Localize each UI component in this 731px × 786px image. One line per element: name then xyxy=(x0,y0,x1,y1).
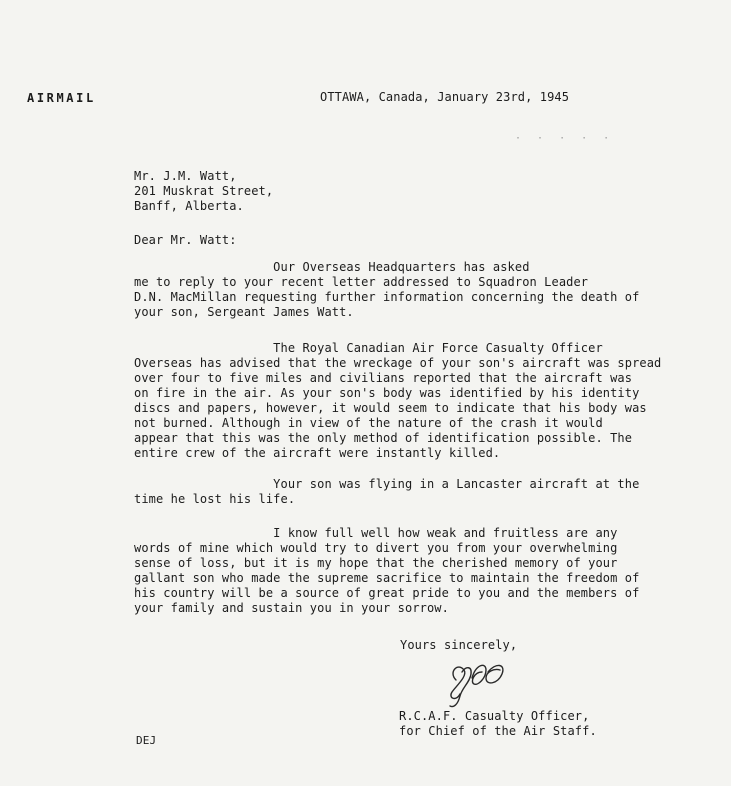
paragraph-line: Your son was flying in a Lancaster aircraft at the xyxy=(134,477,640,491)
paragraph-line: over four to five miles and civilians reported that the aircraft was xyxy=(134,371,633,385)
closing: Yours sincerely, xyxy=(400,638,518,652)
paragraph-line: Overseas has advised that the wreckage of your son's aircraft was spread xyxy=(134,356,662,370)
paragraph-line: sense of loss, but it is my hope that the cherished memory of your xyxy=(134,556,618,570)
paragraph-line: appear that this was the only method of identification possible. The xyxy=(134,431,633,445)
paragraph-line: your son, Sergeant James Watt. xyxy=(134,305,354,319)
dotted-marks: · · · · · xyxy=(515,133,615,144)
paragraph-line: I know full well how weak and fruitless are any xyxy=(134,526,618,540)
paragraph-line: D.N. MacMillan requesting further information concerning the death of xyxy=(134,290,640,304)
handwritten-signature xyxy=(438,654,510,710)
paragraph-line: your family and sustain you in your sorrow. xyxy=(134,601,449,615)
paragraph-line: Our Overseas Headquarters has asked xyxy=(134,260,530,274)
paragraph-line: entire crew of the aircraft were instantly killed. xyxy=(134,446,501,460)
paragraph-line: discs and papers, however, it would seem to indicate that his body was xyxy=(134,401,647,415)
paragraph-3 xyxy=(134,477,674,507)
signature-block xyxy=(399,709,597,739)
recipient-city: Banff, Alberta. xyxy=(134,199,244,213)
paragraph-2 xyxy=(134,341,674,461)
paragraph-4 xyxy=(134,526,674,616)
paragraph-line: me to reply to your recent letter addressed to Squadron Leader xyxy=(134,275,589,289)
recipient-name: Mr. J.M. Watt, xyxy=(134,169,237,183)
reference-initials: DEJ xyxy=(136,734,157,747)
paragraph-line: time he lost his life. xyxy=(134,492,296,506)
paragraph-line: on fire in the air. As your son's body was identified by his identity xyxy=(134,386,640,400)
paragraph-line: his country will be a source of great pride to you and the members of xyxy=(134,586,640,600)
signer-title: R.C.A.F. Casualty Officer, xyxy=(399,709,590,723)
recipient-street: 201 Muskrat Street, xyxy=(134,184,274,198)
paragraph-line: not burned. Although in view of the nature of the crash it would xyxy=(134,416,603,430)
paragraph-1 xyxy=(134,260,674,320)
salutation: Dear Mr. Watt: xyxy=(134,233,237,247)
paragraph-line: The Royal Canadian Air Force Casualty Officer xyxy=(134,341,603,355)
paragraph-line: gallant son who made the supreme sacrifice to maintain the freedom of xyxy=(134,571,640,585)
dateline: OTTAWA, Canada, January 23rd, 1945 xyxy=(320,90,570,104)
airmail-heading: AIRMAIL xyxy=(27,91,96,105)
signer-capacity: for Chief of the Air Staff. xyxy=(399,724,597,738)
recipient-address xyxy=(134,169,273,214)
paragraph-line: words of mine which would try to divert you from your overwhelming xyxy=(134,541,618,555)
